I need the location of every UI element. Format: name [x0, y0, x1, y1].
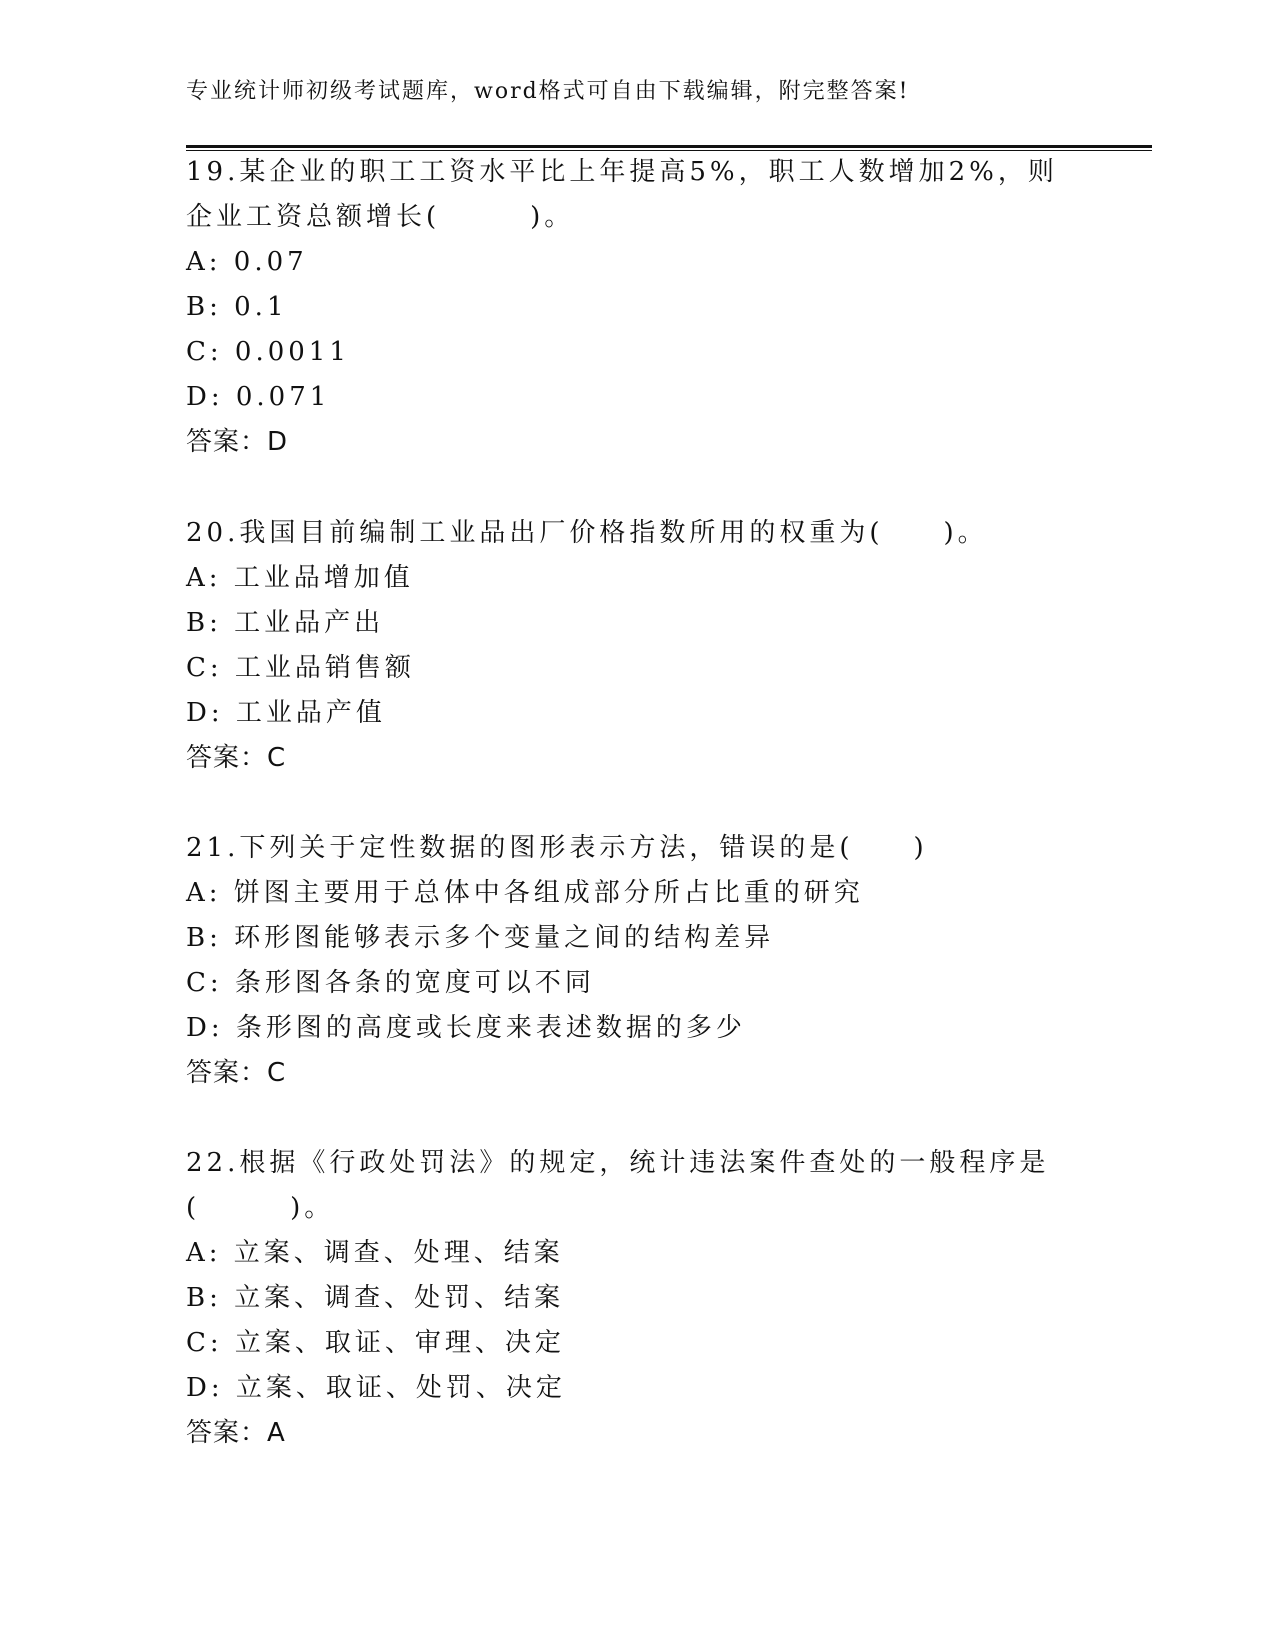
option-b: B: 立案、调查、处罚、结案: [186, 1283, 565, 1313]
option-c: C: 0.0011: [186, 337, 350, 367]
option-d: D: 条形图的高度或长度来表述数据的多少: [186, 1013, 746, 1043]
question-stem: 20.我国目前编制工业品出厂价格指数所用的权重为( )。: [186, 518, 988, 548]
option-d: D: 立案、取证、处罚、决定: [186, 1373, 566, 1403]
answer-line: 答案：A: [186, 1418, 286, 1448]
answer-line: 答案：C: [186, 1058, 287, 1088]
question-21: [186, 826, 1066, 1096]
question-20: [186, 511, 1066, 781]
question-stem: 21.下列关于定性数据的图形表示方法，错误的是( ): [186, 833, 928, 863]
option-b: B: 0.1: [186, 292, 288, 322]
option-c: C: 立案、取证、审理、决定: [186, 1328, 565, 1358]
page-header: 专业统计师初级考试题库，word格式可自由下载编辑，附完整答案!: [186, 79, 910, 104]
question-stem: 22.根据《行政处罚法》的规定，统计违法案件查处的一般程序是( )。: [186, 1148, 1050, 1223]
option-a: A: 工业品增加值: [186, 563, 414, 593]
option-c: C: 工业品销售额: [186, 653, 415, 683]
option-a: A: 立案、调查、处理、结案: [186, 1238, 564, 1268]
option-b: B: 工业品产出: [186, 608, 385, 638]
answer-line: 答案：D: [186, 427, 289, 457]
question-19: [186, 150, 1066, 465]
option-d: D: 工业品产值: [186, 698, 386, 728]
question-22: [186, 1141, 1066, 1456]
option-a: A: 饼图主要用于总体中各组成部分所占比重的研究: [186, 878, 864, 908]
option-c: C: 条形图各条的宽度可以不同: [186, 968, 595, 998]
option-a: A: 0.07: [186, 247, 308, 277]
answer-line: 答案：C: [186, 743, 287, 773]
option-b: B: 环形图能够表示多个变量之间的结构差异: [186, 923, 775, 953]
option-d: D: 0.071: [186, 382, 331, 412]
question-stem: 19.某企业的职工工资水平比上年提高5%，职工人数增加2%，则企业工资总额增长( )。: [186, 157, 1058, 232]
